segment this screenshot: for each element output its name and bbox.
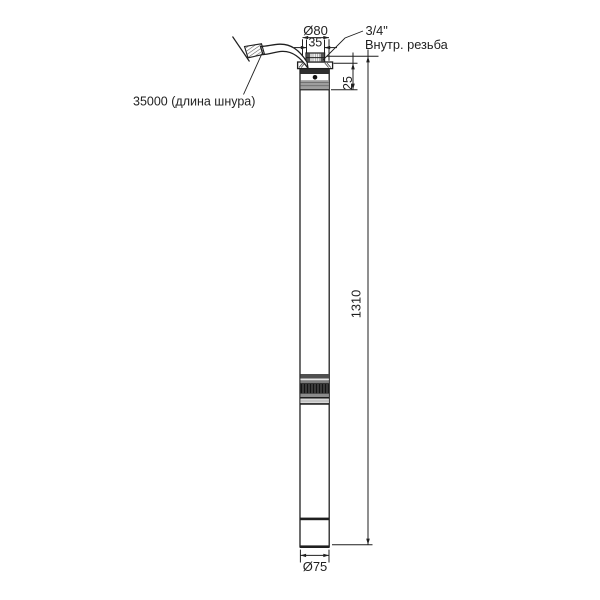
- intake-band: [300, 374, 329, 379]
- intake-band: [300, 394, 329, 398]
- leader-line: [244, 54, 263, 95]
- dimension-35: [294, 35, 337, 52]
- annotation-cable-length: [133, 54, 262, 109]
- cable-length-label: 35000 (длина шнура): [133, 94, 256, 109]
- arrow-right: [323, 554, 329, 557]
- bottom-divider-line: [300, 518, 329, 521]
- power-cable: [233, 37, 309, 69]
- head-gray-band: [300, 80, 329, 89]
- dimension-dia75: [300, 550, 329, 574]
- pump-body: [300, 69, 329, 549]
- head-screw-dot: [313, 75, 318, 80]
- arrow-down: [366, 539, 370, 545]
- intake-band: [300, 380, 329, 383]
- annotation-thread: [323, 23, 449, 60]
- head-dark-band: [300, 69, 329, 74]
- dimension-1310: [327, 50, 379, 545]
- arrow-left: [301, 46, 307, 49]
- head-height-label: 25: [341, 76, 355, 90]
- dia75-label: Ø75: [302, 559, 328, 574]
- arrow-up: [351, 63, 355, 69]
- arrow-up: [366, 56, 370, 62]
- arrow-right: [325, 46, 331, 49]
- pump-bottom-edge: [300, 545, 329, 548]
- thread-size-label: 3/4": [365, 23, 388, 38]
- dimension-25: [331, 53, 358, 90]
- intake-section: [300, 374, 329, 404]
- intake-band: [300, 379, 329, 381]
- pump-body-tube: [300, 69, 329, 548]
- width35-label: 35: [308, 35, 323, 50]
- intake-screen: [300, 384, 329, 394]
- arrow-left: [300, 554, 306, 557]
- outlet-nut: [306, 53, 325, 62]
- thread-note-label: Внутр. резьба: [365, 36, 448, 52]
- length-label: 1310: [348, 289, 364, 319]
- dia80-label: Ø80: [303, 23, 328, 38]
